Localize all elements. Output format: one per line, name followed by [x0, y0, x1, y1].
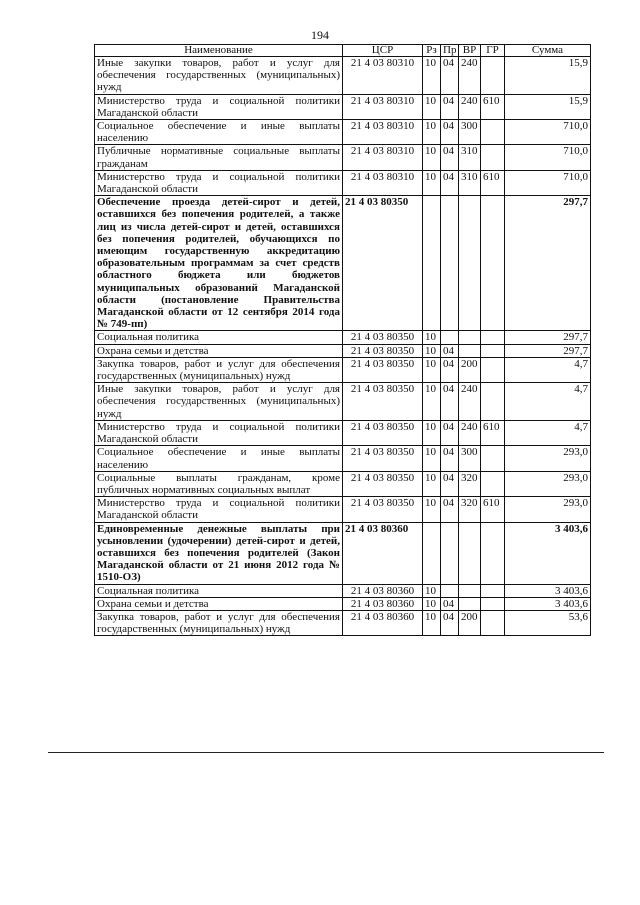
row-vr: [459, 584, 481, 597]
row-pr: 04: [441, 446, 459, 471]
row-gr: 610: [481, 420, 505, 445]
row-name: Социальное обеспечение и иные выплаты населению: [95, 446, 343, 471]
table-row: [95, 420, 591, 445]
row-pr: 04: [441, 57, 459, 95]
row-rz: 10: [423, 446, 441, 471]
row-vr: 300: [459, 446, 481, 471]
row-sum: 297,7: [505, 331, 591, 344]
header-rz: Рз: [423, 45, 441, 57]
row-name: Иные закупки товаров, работ и услуг для обеспечения государственных (муниципальных) нужд: [95, 57, 343, 95]
table-row: [95, 170, 591, 195]
row-vr: 320: [459, 471, 481, 496]
row-rz: [423, 522, 441, 584]
row-csr: 21 4 03 80310: [343, 57, 423, 95]
row-sum: 4,7: [505, 420, 591, 445]
row-name: Закупка товаров, работ и услуг для обеспечения государственных (муниципальных) нужд: [95, 357, 343, 382]
table-row: [95, 497, 591, 522]
row-gr: [481, 344, 505, 357]
row-name: Социальные выплаты гражданам, кроме публичных нормативных социальных выплат: [95, 471, 343, 496]
row-name: Министерство труда и социальной политики Магаданской области: [95, 94, 343, 119]
row-pr: [441, 196, 459, 331]
row-csr: 21 4 03 80360: [343, 597, 423, 610]
row-pr: 04: [441, 471, 459, 496]
row-name: Закупка товаров, работ и услуг для обеспечения государственных (муниципальных) нужд: [95, 610, 343, 635]
row-vr: [459, 196, 481, 331]
row-rz: 10: [423, 145, 441, 170]
row-rz: 10: [423, 170, 441, 195]
row-pr: 04: [441, 610, 459, 635]
row-vr: [459, 597, 481, 610]
row-name: Единовременные денежные выплаты при усыновлении (удочерении) детей-сирот и детей, оставшихся без попечения родителей (Закон Магаданской области от 21 июня 2012 года № 1510-ОЗ): [95, 522, 343, 584]
row-sum: 293,0: [505, 497, 591, 522]
table-row: [95, 471, 591, 496]
table-row: [95, 357, 591, 382]
row-name: Охрана семьи и детства: [95, 597, 343, 610]
row-pr: [441, 522, 459, 584]
table-body: [95, 57, 591, 636]
row-csr: 21 4 03 80350: [343, 446, 423, 471]
row-name: Социальное обеспечение и иные выплаты населению: [95, 120, 343, 145]
row-pr: 04: [441, 344, 459, 357]
header-csr: ЦСР: [343, 45, 423, 57]
table-row: [95, 57, 591, 95]
table-row: [95, 196, 591, 331]
row-pr: 04: [441, 420, 459, 445]
row-vr: 310: [459, 170, 481, 195]
row-vr: 240: [459, 383, 481, 421]
row-sum: 3 403,6: [505, 522, 591, 584]
table-row: [95, 610, 591, 635]
row-sum: 15,9: [505, 57, 591, 95]
row-vr: 300: [459, 120, 481, 145]
row-rz: [423, 196, 441, 331]
row-rz: 10: [423, 420, 441, 445]
row-pr: 04: [441, 145, 459, 170]
row-rz: 10: [423, 357, 441, 382]
row-rz: 10: [423, 497, 441, 522]
row-vr: 200: [459, 610, 481, 635]
table-row: [95, 145, 591, 170]
row-rz: 10: [423, 344, 441, 357]
row-gr: [481, 357, 505, 382]
row-gr: [481, 446, 505, 471]
table-row: [95, 94, 591, 119]
row-sum: 53,6: [505, 610, 591, 635]
row-gr: [481, 145, 505, 170]
row-rz: 10: [423, 597, 441, 610]
row-rz: 10: [423, 584, 441, 597]
row-pr: 04: [441, 597, 459, 610]
row-pr: 04: [441, 120, 459, 145]
row-sum: 3 403,6: [505, 597, 591, 610]
row-sum: 710,0: [505, 120, 591, 145]
row-pr: 04: [441, 383, 459, 421]
row-csr: 21 4 03 80310: [343, 145, 423, 170]
row-pr: [441, 331, 459, 344]
row-sum: 293,0: [505, 446, 591, 471]
row-pr: 04: [441, 357, 459, 382]
table-header-row: [95, 45, 591, 57]
page-number: 194: [311, 28, 329, 42]
header-pr: Пр: [441, 45, 459, 57]
table-row: [95, 446, 591, 471]
row-gr: [481, 120, 505, 145]
row-gr: [481, 597, 505, 610]
row-csr: 21 4 03 80310: [343, 170, 423, 195]
row-gr: 610: [481, 170, 505, 195]
header-sum: Сумма: [505, 45, 591, 57]
row-vr: [459, 522, 481, 584]
row-csr: 21 4 03 80310: [343, 120, 423, 145]
row-pr: [441, 584, 459, 597]
row-gr: [481, 610, 505, 635]
row-csr: 21 4 03 80360: [343, 584, 423, 597]
row-vr: 320: [459, 497, 481, 522]
header-name: Наименование: [95, 45, 343, 57]
row-rz: 10: [423, 383, 441, 421]
budget-table: [94, 44, 591, 636]
row-rz: 10: [423, 471, 441, 496]
row-name: Министерство труда и социальной политики Магаданской области: [95, 497, 343, 522]
row-csr: 21 4 03 80350: [343, 497, 423, 522]
row-name: Охрана семьи и детства: [95, 344, 343, 357]
row-csr: 21 4 03 80350: [343, 420, 423, 445]
row-vr: 310: [459, 145, 481, 170]
row-sum: 4,7: [505, 383, 591, 421]
row-csr: 21 4 03 80350: [343, 357, 423, 382]
row-sum: 710,0: [505, 170, 591, 195]
row-gr: [481, 331, 505, 344]
row-sum: 710,0: [505, 145, 591, 170]
row-name: Публичные нормативные социальные выплаты гражданам: [95, 145, 343, 170]
row-gr: [481, 584, 505, 597]
row-csr: 21 4 03 80350: [343, 331, 423, 344]
row-csr: 21 4 03 80350: [343, 344, 423, 357]
row-vr: 200: [459, 357, 481, 382]
row-gr: 610: [481, 94, 505, 119]
row-csr: 21 4 03 80310: [343, 94, 423, 119]
row-vr: 240: [459, 57, 481, 95]
row-csr: 21 4 03 80350: [343, 196, 423, 331]
table-row: [95, 331, 591, 344]
row-rz: 10: [423, 57, 441, 95]
row-vr: [459, 331, 481, 344]
row-sum: 15,9: [505, 94, 591, 119]
table-row: [95, 383, 591, 421]
row-rz: 10: [423, 94, 441, 119]
row-name: Социальная политика: [95, 331, 343, 344]
row-sum: 297,7: [505, 196, 591, 331]
row-pr: 04: [441, 497, 459, 522]
row-gr: [481, 57, 505, 95]
row-sum: 3 403,6: [505, 584, 591, 597]
row-gr: [481, 522, 505, 584]
row-pr: 04: [441, 94, 459, 119]
row-name: Иные закупки товаров, работ и услуг для обеспечения государственных (муниципальных) нужд: [95, 383, 343, 421]
row-gr: [481, 471, 505, 496]
row-pr: 04: [441, 170, 459, 195]
row-sum: 297,7: [505, 344, 591, 357]
row-name: Министерство труда и социальной политики Магаданской области: [95, 170, 343, 195]
row-rz: 10: [423, 120, 441, 145]
header-vr: ВР: [459, 45, 481, 57]
header-gr: ГР: [481, 45, 505, 57]
row-vr: 240: [459, 420, 481, 445]
table-row: [95, 584, 591, 597]
row-rz: 10: [423, 610, 441, 635]
table-row: [95, 522, 591, 584]
row-csr: 21 4 03 80350: [343, 383, 423, 421]
row-rz: 10: [423, 331, 441, 344]
row-name: Министерство труда и социальной политики Магаданской области: [95, 420, 343, 445]
table-row: [95, 120, 591, 145]
row-name: Обеспечение проезда детей-сирот и детей, оставшихся без попечения родителей, а также лиц из числа детей-сирот и детей, оставшихся без попечения родителей, обучающихся по имеющим государственную аккредитацию образовательным программам за счет средств областного бюджета или бюджетов муниципальных образований Магаданской области (постановление Правительства Магаданской области от 12 сентября 2014 года № 749-пп): [95, 196, 343, 331]
row-sum: 293,0: [505, 471, 591, 496]
row-vr: 240: [459, 94, 481, 119]
row-name: Социальная политика: [95, 584, 343, 597]
row-gr: [481, 383, 505, 421]
row-csr: 21 4 03 80350: [343, 471, 423, 496]
row-csr: 21 4 03 80360: [343, 522, 423, 584]
row-csr: 21 4 03 80360: [343, 610, 423, 635]
row-sum: 4,7: [505, 357, 591, 382]
table-row: [95, 597, 591, 610]
row-gr: 610: [481, 497, 505, 522]
table-row: [95, 344, 591, 357]
footer-divider: [48, 752, 604, 753]
row-vr: [459, 344, 481, 357]
row-gr: [481, 196, 505, 331]
